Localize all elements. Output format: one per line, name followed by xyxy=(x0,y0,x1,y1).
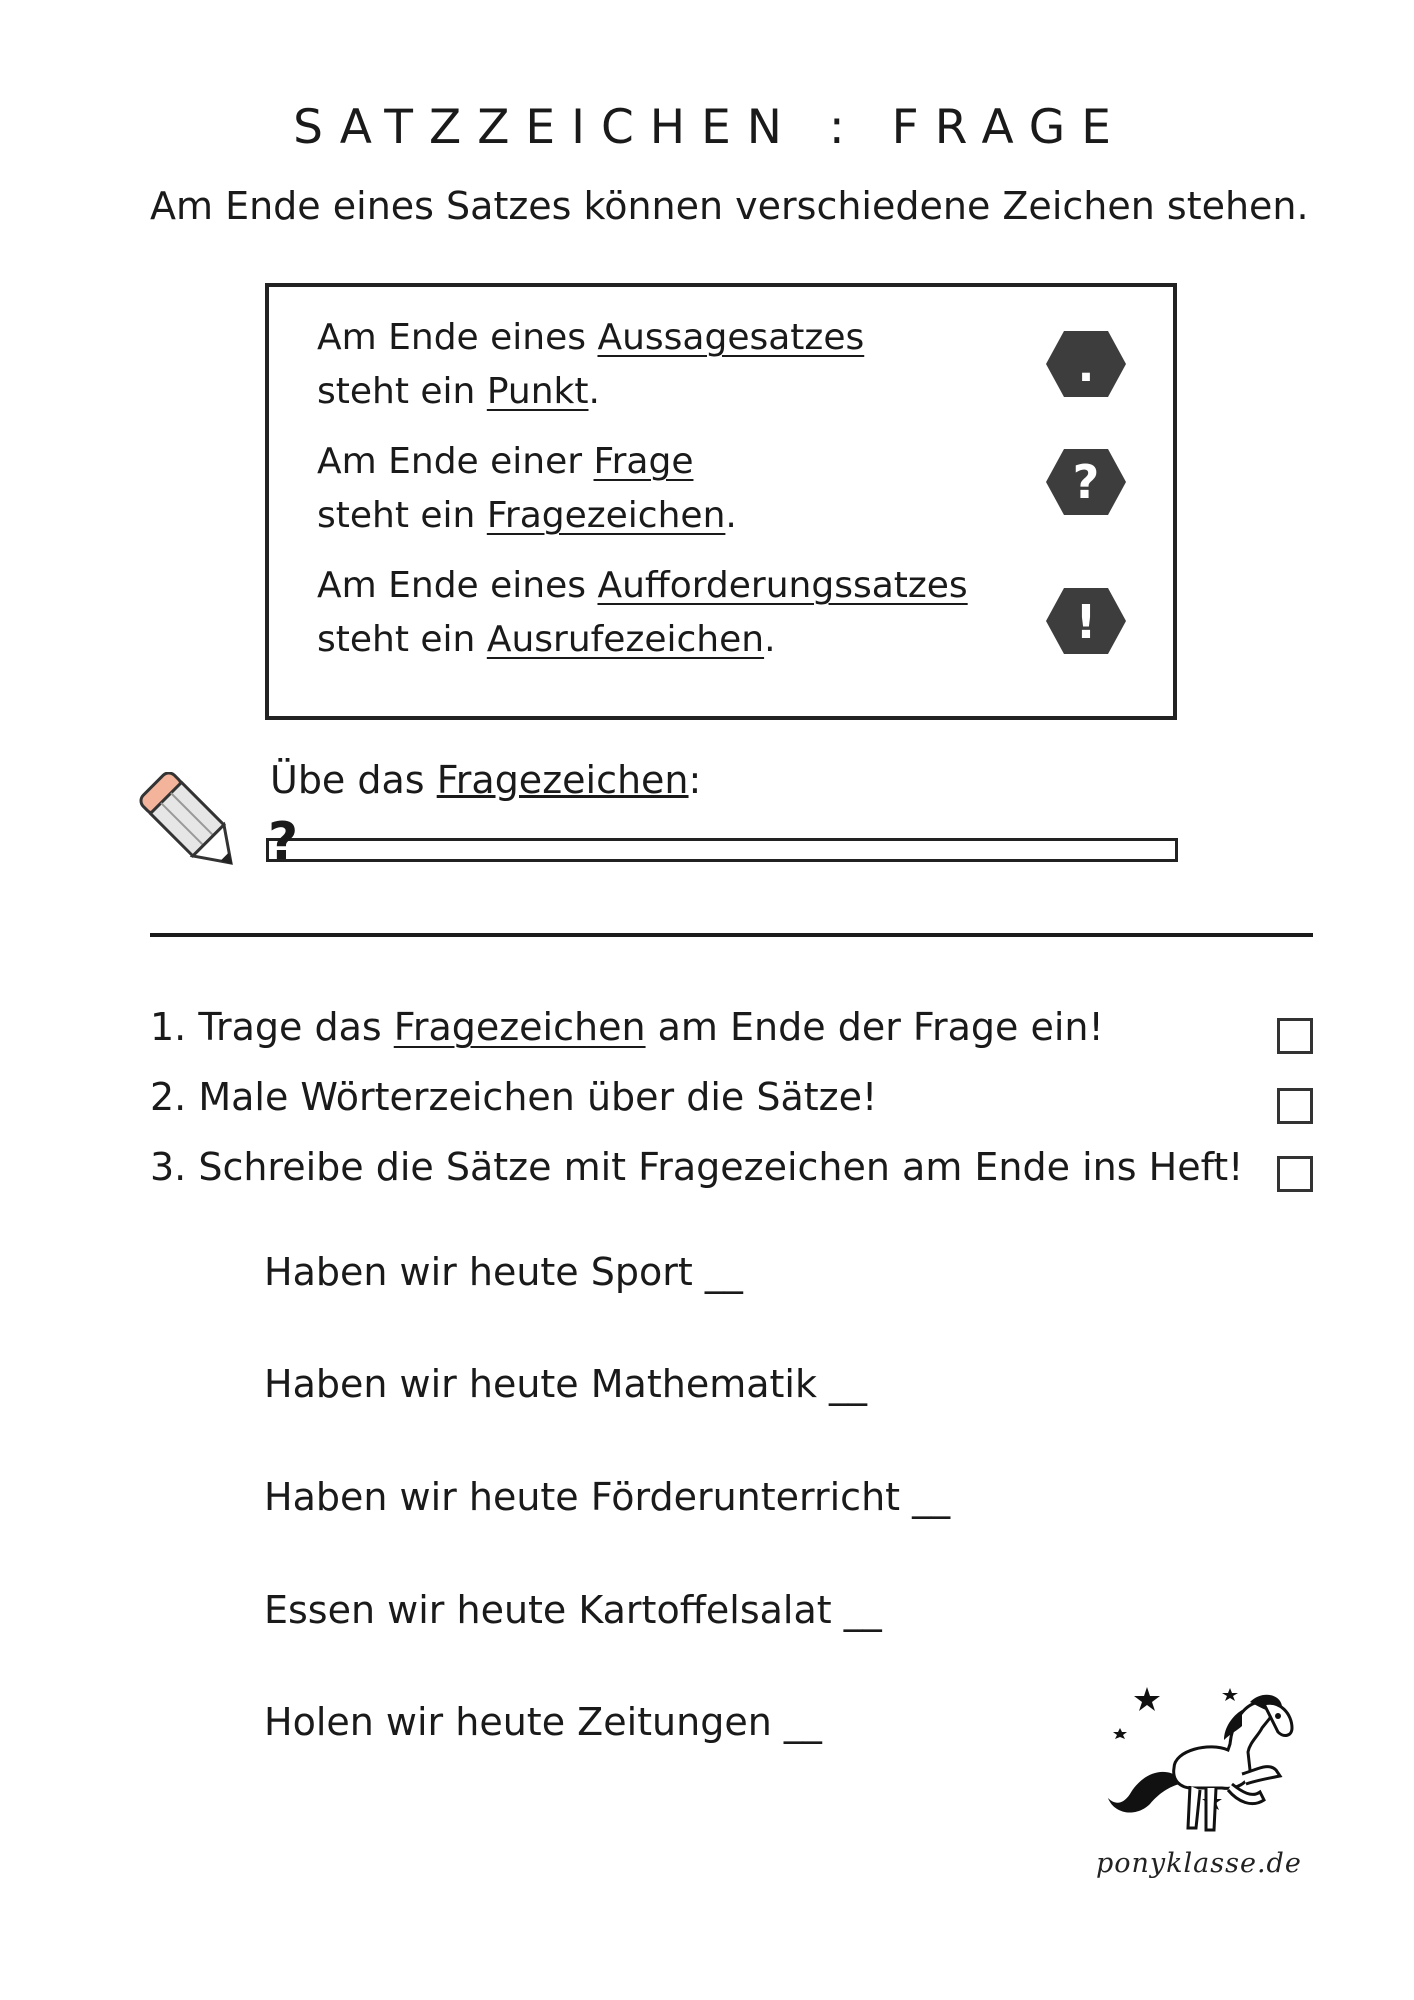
rule-term: Aufforderungssatzes xyxy=(597,565,968,606)
question-mark-icon xyxy=(1044,447,1128,517)
practice-instruction: Übe das Fragezeichen: xyxy=(270,758,702,802)
exclamation-mark-icon xyxy=(1044,586,1128,656)
rule-term: Frage xyxy=(593,441,694,482)
task-term: Fragezeichen xyxy=(393,1005,646,1049)
rule-term: Aussagesatzes xyxy=(597,317,865,358)
site-logo-text: ponyklasse.de xyxy=(1096,1848,1302,1879)
task-1: 1. Trage das Fragezeichen am Ende der Frage ein! xyxy=(150,1005,1104,1049)
rule-statement: Am Ende eines Aussagesatzes steht ein Punkt. xyxy=(317,317,865,412)
svg-text:!: ! xyxy=(1075,595,1097,649)
pony-icon xyxy=(1092,1680,1322,1860)
writing-line[interactable] xyxy=(266,838,1178,862)
practice-term: Fragezeichen xyxy=(436,758,689,802)
exercise-sentence: Haben wir heute Förderunterricht __ xyxy=(264,1475,951,1519)
exercise-sentence: Essen wir heute Kartoffelsalat __ xyxy=(264,1588,882,1632)
task-1-checkbox[interactable] xyxy=(1277,1018,1313,1054)
rule-question: Am Ende einer Frage steht ein Fragezeichen. xyxy=(317,441,737,536)
rule-term: Ausrufezeichen xyxy=(486,619,765,660)
svg-text:.: . xyxy=(1077,341,1095,392)
pencil-icon xyxy=(138,772,242,872)
rule-command: Am Ende eines Aufforderungssatzes steht ein Ausrufezeichen. xyxy=(317,565,968,660)
rule-term: Fragezeichen xyxy=(486,495,726,536)
exercise-sentence: Holen wir heute Zeitungen __ xyxy=(264,1700,822,1744)
task-2-checkbox[interactable] xyxy=(1277,1088,1313,1124)
task-2: 2. Male Wörterzeichen über die Sätze! xyxy=(150,1075,878,1119)
rule-term: Punkt xyxy=(486,371,589,412)
exercise-sentence: Haben wir heute Mathematik __ xyxy=(264,1362,868,1406)
section-divider xyxy=(150,933,1313,937)
question-mark-sample: ? xyxy=(268,812,299,872)
task-3-checkbox[interactable] xyxy=(1277,1156,1313,1192)
svg-text:?: ? xyxy=(1072,455,1100,509)
exercise-sentence: Haben wir heute Sport __ xyxy=(264,1250,743,1294)
rules-box xyxy=(265,283,1177,720)
task-3: 3. Schreibe die Sätze mit Fragezeichen am Ende ins Heft! xyxy=(150,1145,1244,1189)
page-subtitle: Am Ende eines Satzes können verschiedene Zeichen stehen. xyxy=(150,184,1309,228)
period-icon xyxy=(1044,329,1128,399)
page-title: SATZZEICHEN : FRAGE xyxy=(293,100,1127,155)
